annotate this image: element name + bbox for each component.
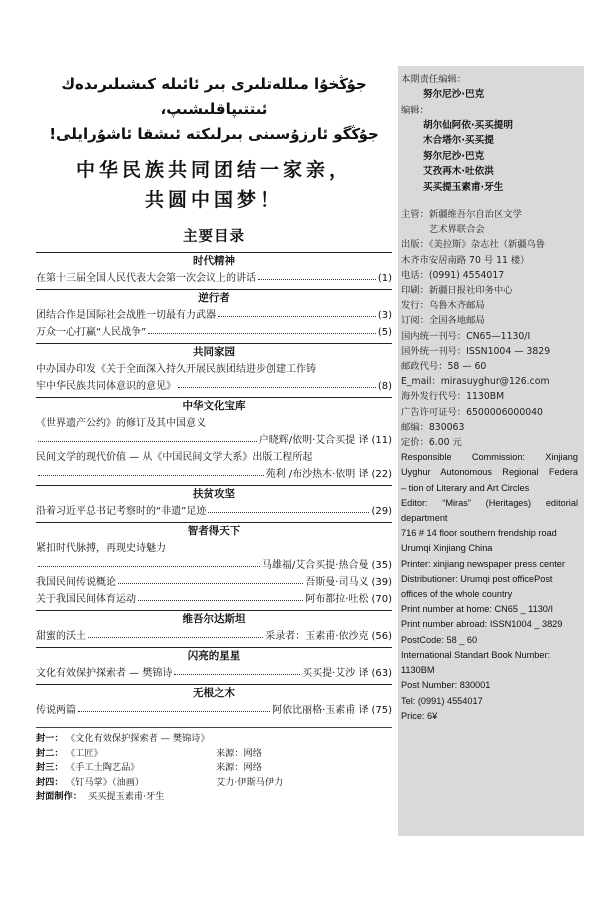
english-publication-info bbox=[401, 450, 584, 724]
toc-section-heading: 闪亮的星星 bbox=[36, 647, 392, 665]
toc-entry-title: 在第十三届全国人民代表大会第一次会议上的讲话 bbox=[36, 273, 256, 284]
publication-info-line: 国内统一刊号：CN65—1130/I bbox=[401, 330, 531, 342]
english-info-line: Post Number: 830001 bbox=[401, 680, 491, 691]
publication-info-line: 主管：新疆维吾尔自治区文学 bbox=[401, 209, 522, 220]
english-info-line: Responsible Commission: Xinjiang bbox=[401, 452, 578, 463]
english-info-line: Uyghur Autonomous Regional Federa bbox=[401, 467, 578, 478]
toc-entry-title: 万众一心打赢“人民战争” bbox=[36, 327, 147, 338]
toc-entry-title: 关于我国民间体育运动 bbox=[36, 594, 136, 605]
publication-info-line: 艺术界联合会 bbox=[401, 224, 485, 236]
publication-info-line: E_mail：mirasuyghur@126.com bbox=[401, 376, 550, 388]
publication-info-line: 国外统一刊号：ISSN1004 — 3829 bbox=[401, 345, 551, 357]
toc-entry-title: 沿着习近平总书记考察时的“非遗”足迹 bbox=[36, 506, 207, 517]
toc-entry-page: (5) bbox=[377, 327, 392, 338]
toc-entry-page: (22) bbox=[371, 469, 392, 480]
toc-entry-page: (63) bbox=[371, 668, 392, 679]
toc-entry bbox=[36, 574, 392, 591]
chief-editor-label: 本期责任编辑： bbox=[401, 74, 467, 85]
leader-dots bbox=[148, 332, 375, 334]
toc-entry-page: (29) bbox=[371, 506, 392, 517]
leader-dots bbox=[174, 673, 300, 675]
publication-info-line: 电话：(0991) 4554017 bbox=[401, 269, 505, 281]
cover-credit-title: 买买提玉素甫·牙生 bbox=[88, 791, 165, 802]
publication-info-line: 定价：6.00 元 bbox=[401, 437, 462, 449]
toc-entry-author: 采录者：玉素甫·依沙克 bbox=[265, 631, 369, 642]
toc-entry bbox=[36, 307, 392, 324]
editor-name: 木合塔尔·买买提 bbox=[423, 135, 494, 146]
toc-entry-author: 户晓辉/依明·艾合买提 译 bbox=[258, 435, 369, 446]
toc-section-heading: 中华文化宝库 bbox=[36, 397, 392, 415]
leader-dots bbox=[38, 474, 264, 476]
toc-entry-page: (11) bbox=[371, 435, 392, 446]
toc-section-heading: 逆行者 bbox=[36, 289, 392, 307]
cover-credit-source: 艾力·伊斯马伊力 bbox=[216, 776, 284, 788]
toc-entry-author: 苑利 /布沙热木·依明 译 bbox=[265, 469, 369, 480]
leader-dots bbox=[118, 582, 303, 584]
editors-label: 编辑： bbox=[401, 104, 429, 116]
table-of-contents bbox=[36, 252, 392, 719]
english-info-line: Print number abroad: ISSN1004 _ 3829 bbox=[401, 619, 563, 630]
cover-credits bbox=[36, 727, 392, 805]
toc-entry-lead-line: 紧扣时代脉搏，再现史诗魅力 bbox=[36, 543, 166, 554]
toc-entry-lead-line: 民间文学的现代价值 — 从《中国民间文学大系》出版工程所起 bbox=[36, 452, 313, 463]
toc-section-heading: 智者得天下 bbox=[36, 522, 392, 540]
toc-entry bbox=[36, 466, 392, 483]
english-info-line: Print number at home: CN65 _ 1130/I bbox=[401, 604, 554, 615]
toc-entry-page: (1) bbox=[377, 273, 392, 284]
toc-entry-page: (3) bbox=[377, 310, 392, 321]
english-info-line: 716 # 14 floor southern frendship road bbox=[401, 528, 557, 539]
toc-entry-author: 阿依比丽格·玉素甫 译 bbox=[272, 705, 369, 716]
english-info-line: PostCode: 58 _ 60 bbox=[401, 634, 478, 645]
toc-section-heading: 扶贫攻坚 bbox=[36, 485, 392, 503]
english-info-line: Printer: xinjiang newspaper press center bbox=[401, 558, 565, 569]
uyghur-slogan-line-2: جۇڭگو ئارزۇسىنى بىرلىكتە ئىشقا ئاشۇرايلى! bbox=[49, 125, 379, 143]
publication-info-line: 邮政代号：58 — 60 bbox=[401, 361, 487, 373]
english-info-line: offices of the whole country bbox=[401, 589, 513, 600]
english-info-line: Distributioner: Urumqi post officePost bbox=[401, 573, 553, 584]
toc-entry-page: (70) bbox=[371, 594, 392, 605]
leader-dots bbox=[88, 636, 263, 638]
cover-credit-row bbox=[36, 761, 392, 776]
publication-info-line: 发行：乌鲁木齐邮局 bbox=[401, 300, 485, 312]
toc-entry bbox=[36, 378, 392, 395]
toc-entry-page: (56) bbox=[371, 631, 392, 642]
english-info-line: department bbox=[401, 513, 448, 524]
leader-dots bbox=[258, 278, 376, 280]
uyghur-slogan bbox=[36, 72, 392, 147]
cover-credit-title: 《手工土陶艺品》 bbox=[66, 762, 140, 773]
chief-editor-name: 努尔尼沙·巴克 bbox=[423, 89, 485, 100]
editor-name: 努尔尼沙·巴克 bbox=[423, 150, 485, 162]
toc-entry bbox=[36, 503, 392, 520]
chinese-slogan bbox=[36, 155, 392, 215]
toc-entry-lead-line: 中办国办印发《关于全面深入持久开展民族团结进步创建工作铸 bbox=[36, 364, 316, 375]
cover-credit-row bbox=[36, 790, 392, 805]
uyghur-slogan-line-1: جۇڭخۇا مىللەتلىرى بىر ئائىلە كىشىلىرىدەك ئىتتىپاقلىشىپ، bbox=[61, 75, 367, 118]
publication-info-line: 出版：《美拉斯》杂志社（新疆乌鲁 bbox=[401, 239, 546, 251]
cover-credit-label: 封三： bbox=[36, 762, 64, 773]
publication-info-line: 订阅：全国各地邮局 bbox=[401, 315, 485, 327]
masthead-panel bbox=[398, 66, 584, 836]
toc-entry bbox=[36, 557, 392, 574]
leader-dots bbox=[218, 315, 376, 317]
publication-info-line: 木齐市安居南路 70 号 11 楼） bbox=[401, 254, 530, 266]
toc-entry-author: 买买提·艾沙 译 bbox=[302, 668, 369, 679]
editors-list bbox=[401, 118, 584, 196]
english-info-line: Editor: “Miras” (Heritages) editorial bbox=[401, 497, 578, 508]
toc-entry-title: 我国民间传说概论 bbox=[36, 577, 116, 588]
toc-section-heading: 共同家园 bbox=[36, 343, 392, 361]
english-info-line: – tion of Literary and Art Circles bbox=[401, 482, 530, 493]
toc-entry-page: (39) bbox=[371, 577, 392, 588]
leader-dots bbox=[38, 565, 260, 567]
toc-entry-title: 甜蜜的沃土 bbox=[36, 631, 86, 642]
publication-info bbox=[401, 207, 584, 450]
cover-credit-row bbox=[36, 732, 392, 747]
toc-entry bbox=[36, 432, 392, 449]
cover-credit-source: 来源：网络 bbox=[216, 747, 262, 759]
toc-entry-title: 文化有效保护探索者 — 樊锦诗 bbox=[36, 668, 173, 679]
toc-title: 主要目录 bbox=[183, 229, 245, 245]
toc-entry bbox=[36, 702, 392, 719]
leader-dots bbox=[178, 386, 376, 388]
leader-dots bbox=[208, 511, 369, 513]
english-info-line: Tel: (0991) 4554017 bbox=[401, 695, 483, 706]
toc-entry-title: 传说两篇 bbox=[36, 705, 76, 716]
english-info-line: Price: 6¥ bbox=[401, 710, 438, 721]
leader-dots bbox=[138, 599, 303, 601]
leader-dots bbox=[38, 440, 257, 442]
publication-info-line: 印刷：新疆日报社印务中心 bbox=[401, 285, 513, 297]
cover-credit-source: 来源：网络 bbox=[216, 762, 262, 773]
toc-entry-lead-line: 《世界遗产公约》的修订及其中国意义 bbox=[36, 418, 206, 429]
editor-name: 艾孜再木·吐依洪 bbox=[423, 166, 494, 177]
cover-credit-title: 《工匠》 bbox=[66, 747, 103, 759]
toc-section-heading: 时代精神 bbox=[36, 252, 392, 270]
publication-info-line: 海外发行代号：1130BM bbox=[401, 391, 505, 403]
toc-entry bbox=[36, 270, 392, 287]
toc-entry bbox=[36, 591, 392, 608]
toc-entry-author: 马雄福/艾合买提·热合曼 bbox=[261, 560, 369, 571]
toc-entry bbox=[36, 628, 392, 645]
english-info-line: Urumqi Xinjiang China bbox=[401, 543, 493, 554]
cover-credit-title: 《钉马掌》（油画） bbox=[66, 776, 145, 788]
publication-info-line: 广告许可证号：6500006000040 bbox=[401, 406, 543, 418]
cover-credit-row bbox=[36, 747, 392, 762]
editor-name: 买买提玉素甫·牙生 bbox=[423, 181, 504, 193]
toc-entry-page: (8) bbox=[377, 381, 392, 392]
toc-entry-title: 团结合作是国际社会战胜一切最有力武器 bbox=[36, 310, 216, 321]
cover-credit-label: 封面制作： bbox=[36, 791, 82, 802]
toc-entry-title: 牢中华民族共同体意识的意见》 bbox=[36, 381, 176, 392]
toc-section-heading: 维吾尔达斯坦 bbox=[36, 610, 392, 628]
toc-entry-author: 阿布都拉·吐松 bbox=[305, 594, 369, 605]
cover-credit-label: 封二： bbox=[36, 747, 64, 759]
toc-entry bbox=[36, 665, 392, 682]
toc-entry-page: (75) bbox=[371, 705, 392, 716]
cover-credit-label: 封一： bbox=[36, 733, 64, 744]
cover-credit-label: 封四： bbox=[36, 776, 64, 788]
cover-credit-title: 《文化有效保护探索者 — 樊锦诗》 bbox=[66, 733, 210, 744]
toc-entry bbox=[36, 324, 392, 341]
chinese-slogan-line-2: 共圆中国梦！ bbox=[144, 189, 283, 211]
english-info-line: International Standart Book Number: 1130BM bbox=[401, 649, 551, 676]
contents-column bbox=[36, 66, 392, 805]
toc-entry-author: 吾斯曼·司马义 bbox=[305, 577, 369, 588]
leader-dots bbox=[78, 710, 270, 712]
cover-credit-row bbox=[36, 776, 392, 791]
chinese-slogan-line-1: 中华民族共同团结一家亲， bbox=[75, 159, 352, 181]
editor-name: 胡尔仙阿依·买买提明 bbox=[423, 119, 513, 131]
toc-entry-page: (35) bbox=[371, 560, 392, 571]
publication-info-line: 邮编：830063 bbox=[401, 421, 465, 433]
toc-section-heading: 无根之木 bbox=[36, 684, 392, 702]
